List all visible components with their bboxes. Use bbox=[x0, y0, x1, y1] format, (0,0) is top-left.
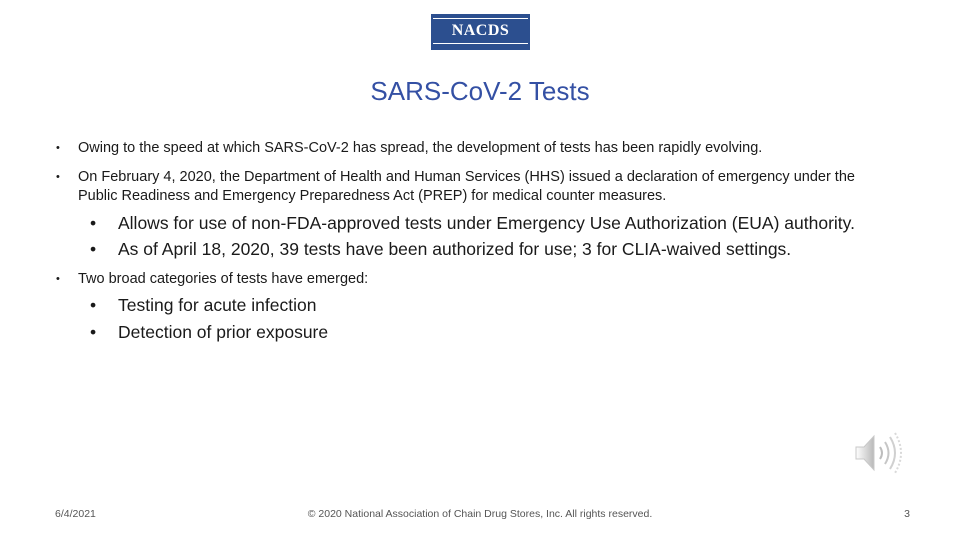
sub-bullet-text: Detection of prior exposure bbox=[118, 322, 329, 342]
bullet-dot: • bbox=[90, 295, 97, 315]
logo-text: NACDS bbox=[451, 22, 510, 39]
speaker-icon[interactable] bbox=[852, 430, 908, 476]
bullet-dot: • bbox=[56, 273, 60, 285]
bullet-text: On February 4, 2020, the Department of Health and Human Services (HHS) issued a declaration of emergency under the Public Readiness and Emergency Preparedness Act (PREP) for medical counter measures. bbox=[78, 169, 855, 204]
bullet-dot: • bbox=[90, 239, 97, 259]
slide-number: 3 bbox=[904, 508, 910, 520]
bullet-dot: • bbox=[56, 142, 60, 154]
bullet-text: Owing to the speed at which SARS-CoV-2 has spread, the development of tests has been rapidly evolving. bbox=[78, 140, 763, 156]
sub-bullet-text: Testing for acute infection bbox=[118, 295, 317, 315]
slide-title: SARS-CoV-2 Tests bbox=[370, 76, 590, 106]
bullet-dot: • bbox=[90, 213, 97, 233]
footer-date: 6/4/2021 bbox=[55, 508, 96, 520]
bullet-dot: • bbox=[90, 322, 97, 342]
bullet-dot: • bbox=[56, 171, 60, 183]
footer-copyright: © 2020 National Association of Chain Drug Stores, Inc. All rights reserved. bbox=[307, 508, 653, 520]
bullet-text: Two broad categories of tests have emerged: bbox=[78, 271, 369, 287]
sub-bullet-text: As of April 18, 2020, 39 tests have been authorized for use; 3 for CLIA-waived settings. bbox=[118, 239, 792, 259]
sub-bullet-text: Allows for use of non-FDA-approved tests under Emergency Use Authorization (EUA) authority. bbox=[118, 213, 855, 233]
